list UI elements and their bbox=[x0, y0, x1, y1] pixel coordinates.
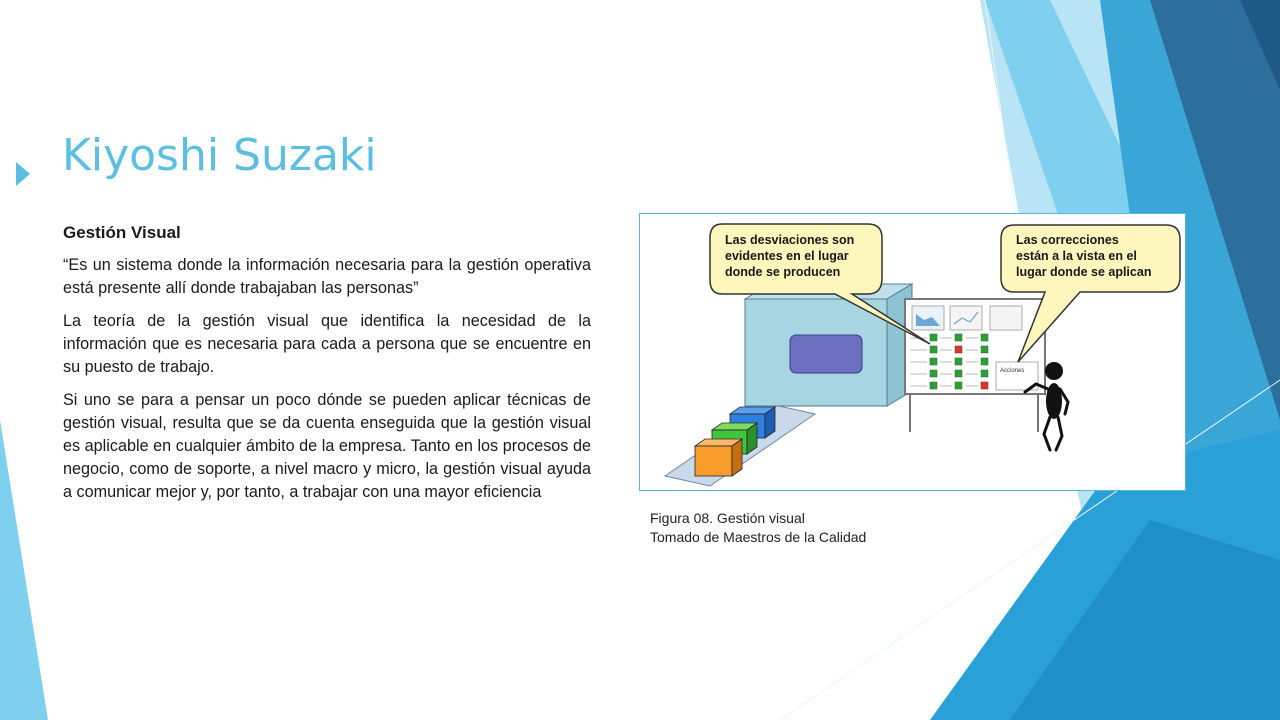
bubble-left-line-3: donde se producen bbox=[725, 265, 841, 279]
text-body bbox=[63, 222, 591, 514]
slide-title: Kiyoshi Suzaki bbox=[62, 130, 377, 181]
subheading: Gestión Visual bbox=[63, 223, 181, 242]
bubble-right-line-1: Las correcciones bbox=[1016, 233, 1119, 247]
body-paragraph: Si uno se para a pensar un poco dónde se pueden aplicar técnicas de gestión visual, resulta que se da cuenta enseguida que la gestión visual es aplicable en cualquier ámbito de la empresa. Tanto en los procesos de negocio, como de soporte, a nivel macro y micro, la gestión visual ayuda a comunicar mejor y, por tanto, a trabajar con una mayor eficiencia bbox=[63, 391, 591, 501]
board-label: Acciones bbox=[1000, 368, 1025, 374]
caption-line-2: Tomado de Maestros de la Calidad bbox=[650, 529, 867, 545]
figure-visual-management bbox=[639, 213, 1186, 491]
body-paragraph: La teoría de la gestión visual que identifica la necesidad de la información que es necesaria para cada a persona que se encuentre en su puesto de trabajo. bbox=[63, 312, 591, 376]
bubble-left-line-1: Las desviaciones son bbox=[725, 233, 855, 247]
quote-paragraph: “Es un sistema donde la información necesaria para la gestión operativa está presente allí donde trabajaban las personas” bbox=[63, 256, 591, 297]
bubble-right-line-2: están a la vista en el bbox=[1016, 249, 1137, 263]
figure-caption bbox=[650, 509, 866, 547]
bubble-left-line-2: evidentes en el lugar bbox=[725, 249, 849, 263]
bubble-right-line-3: lugar donde se aplican bbox=[1016, 265, 1152, 279]
caption-line-1: Figura 08. Gestión visual bbox=[650, 510, 805, 526]
illustration bbox=[640, 214, 1185, 490]
